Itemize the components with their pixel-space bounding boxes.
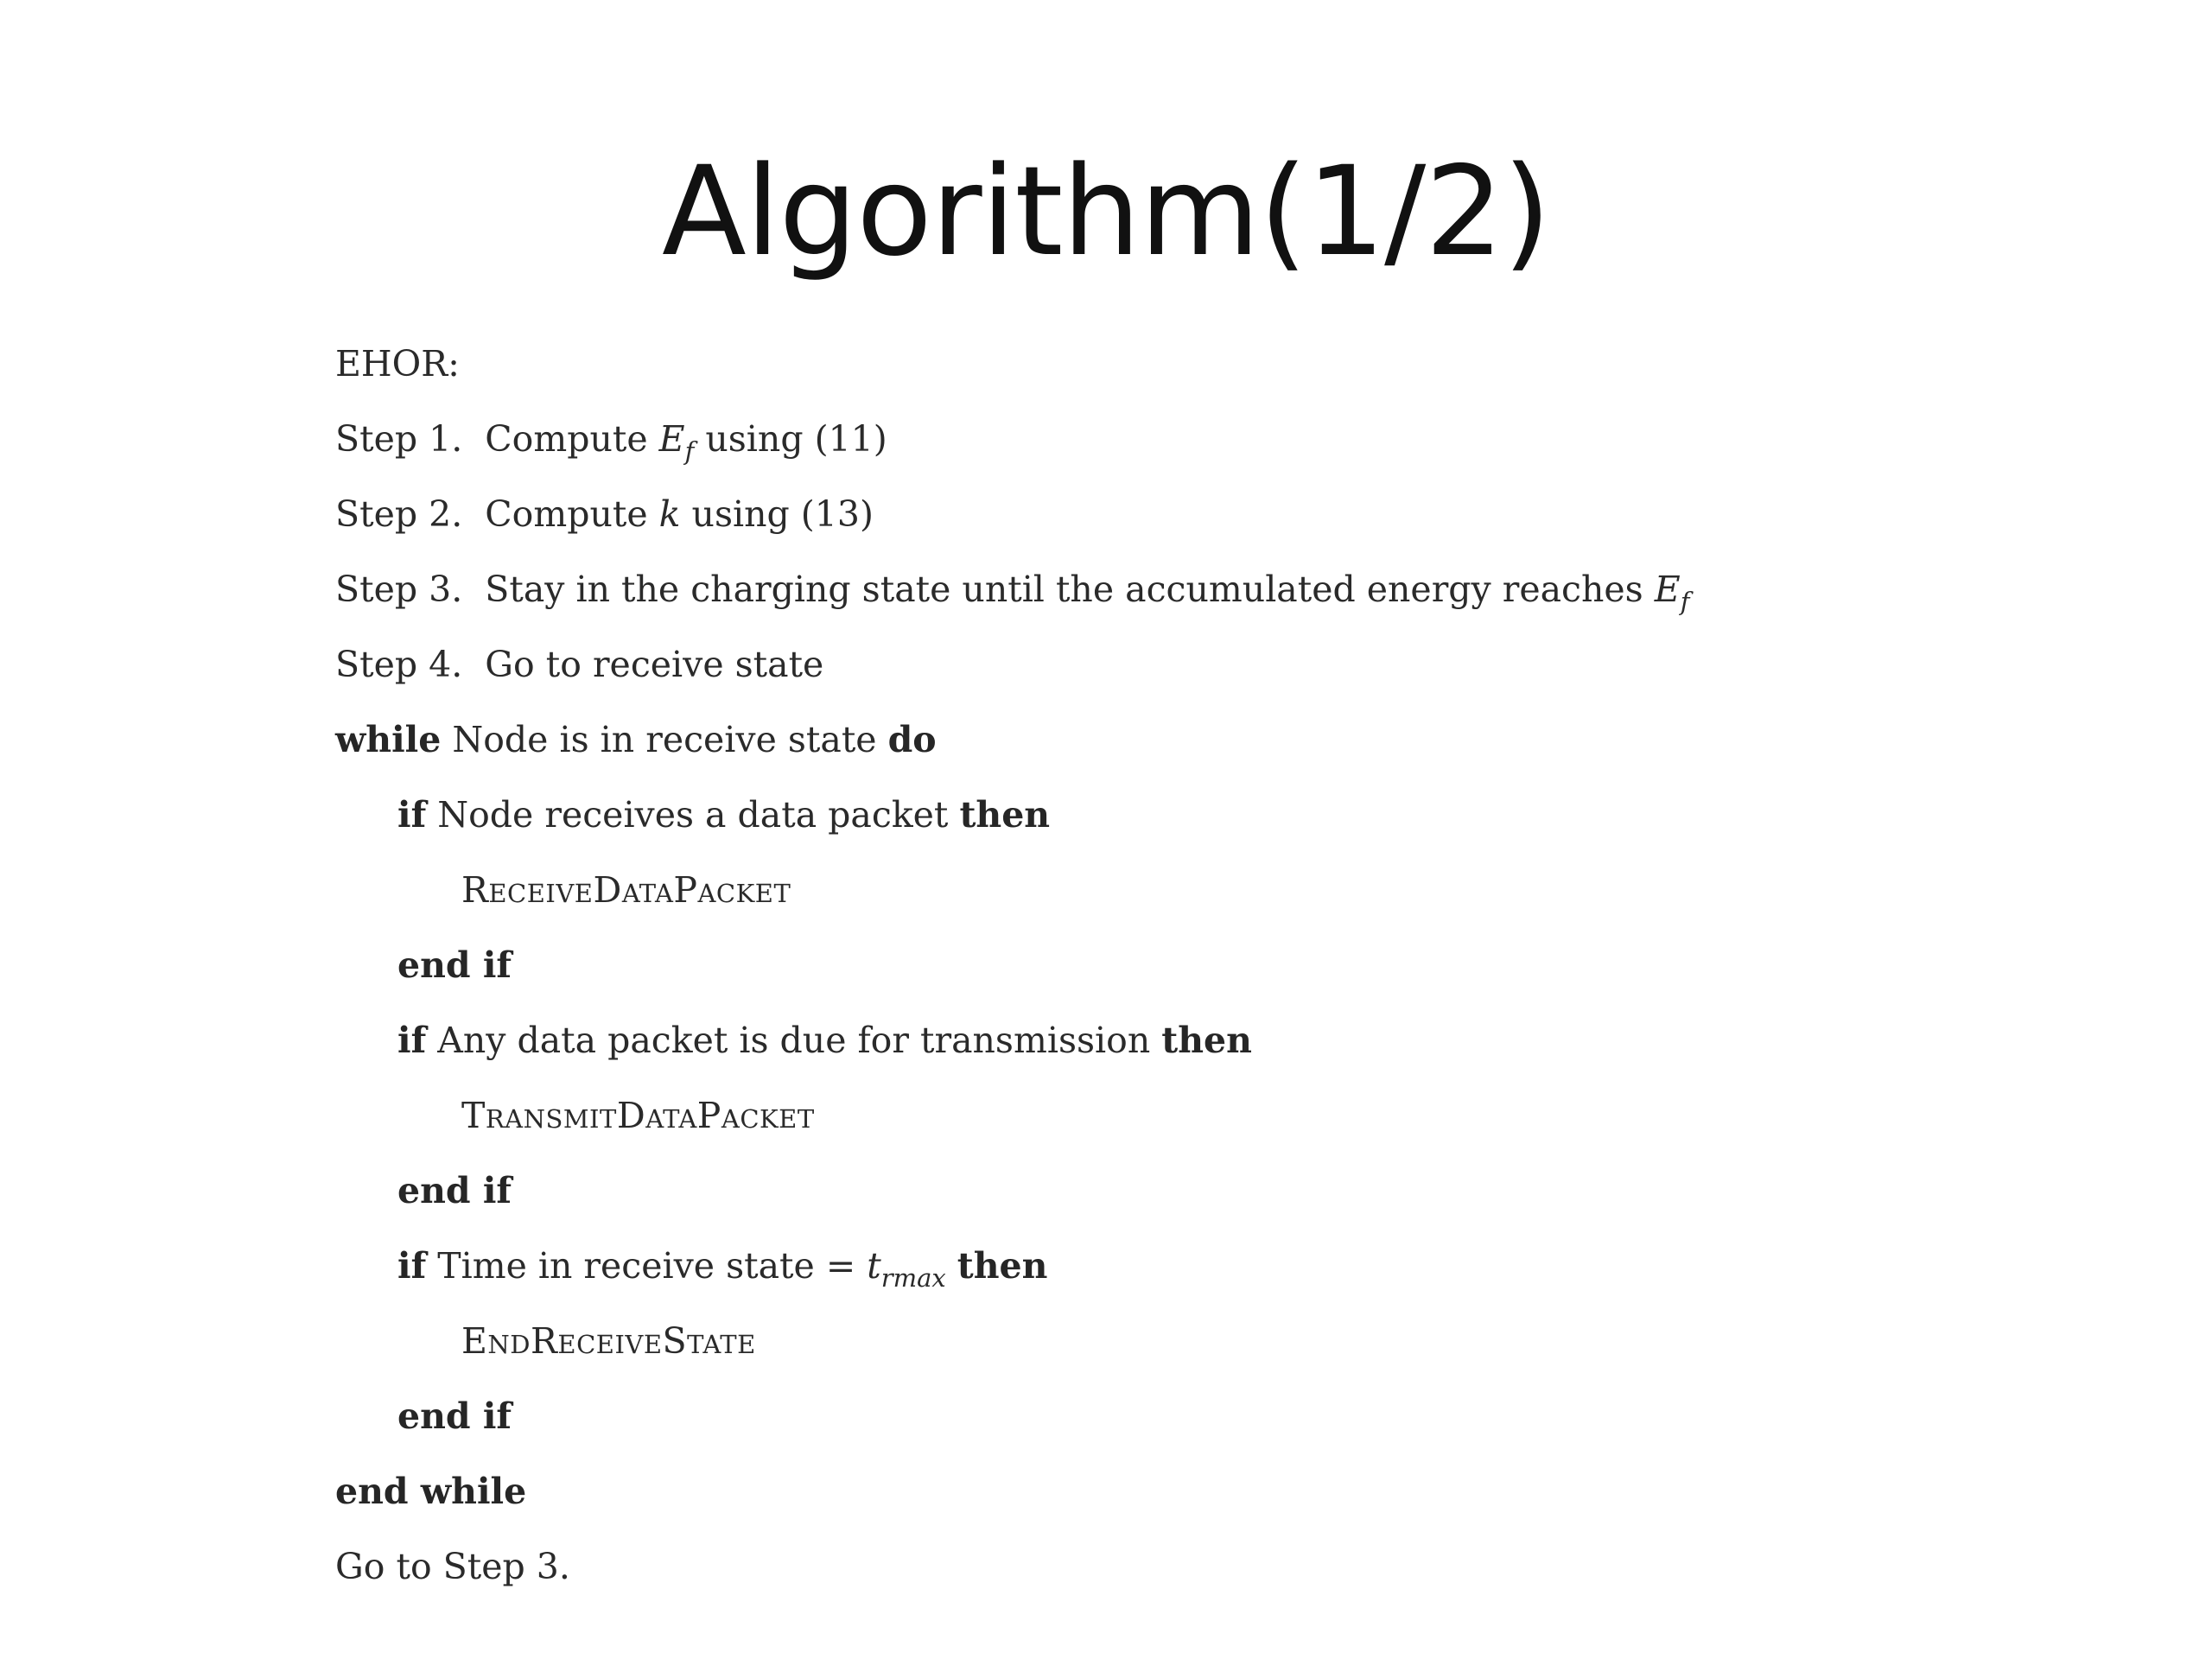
while-keyword: while bbox=[335, 719, 442, 760]
if-line-3 bbox=[335, 1229, 2063, 1304]
procedure-call: EndReceiveState bbox=[461, 1320, 756, 1362]
if-var-sub: rmax bbox=[880, 1263, 946, 1293]
step-2-var: k bbox=[658, 493, 681, 535]
goto-line bbox=[335, 1529, 2063, 1605]
algorithm-name bbox=[335, 327, 2063, 402]
procedure-call: TransmitDataPacket bbox=[461, 1095, 815, 1136]
step-3-sub: f bbox=[1680, 587, 1690, 616]
if-keyword: if bbox=[397, 794, 427, 836]
end-while-keyword: end while bbox=[335, 1471, 527, 1512]
step-2 bbox=[335, 477, 2063, 552]
step-4-text: Step 4. Go to receive state bbox=[335, 644, 824, 685]
call-line-1 bbox=[335, 853, 2063, 928]
if-keyword: if bbox=[397, 1020, 427, 1061]
if-condition: Time in receive state = bbox=[426, 1245, 868, 1287]
end-if-keyword: end if bbox=[397, 1395, 512, 1437]
step-1-suffix: using (11) bbox=[694, 418, 887, 460]
if-line-1 bbox=[335, 778, 2063, 853]
slide-title: Algorithm(1/2) bbox=[661, 139, 1551, 283]
if-condition: Node receives a data packet bbox=[426, 794, 960, 836]
endif-line-3 bbox=[335, 1379, 2063, 1454]
step-3-var: E bbox=[1654, 569, 1681, 610]
step-1 bbox=[335, 402, 2063, 477]
step-1-prefix: Step 1. Compute bbox=[335, 418, 659, 460]
call-line-2 bbox=[335, 1078, 2063, 1154]
step-3 bbox=[335, 552, 2063, 627]
spacer bbox=[946, 1245, 957, 1287]
step-3-prefix: Step 3. Stay in the charging state until the accumulated energy reaches bbox=[335, 569, 1655, 610]
step-2-suffix: using (13) bbox=[680, 493, 874, 535]
endif-line-1 bbox=[335, 928, 2063, 1003]
goto-text: Go to Step 3. bbox=[335, 1546, 570, 1587]
procedure-call: ReceiveDataPacket bbox=[461, 869, 791, 911]
then-keyword: then bbox=[1161, 1020, 1252, 1061]
while-condition: Node is in receive state bbox=[441, 719, 888, 760]
end-if-keyword: end if bbox=[397, 1170, 512, 1211]
step-1-sub: f bbox=[684, 436, 695, 466]
while-line bbox=[335, 702, 2063, 778]
step-4 bbox=[335, 627, 2063, 702]
if-var: t bbox=[867, 1245, 881, 1287]
then-keyword: then bbox=[957, 1245, 1048, 1287]
if-line-2 bbox=[335, 1003, 2063, 1078]
step-1-var: E bbox=[658, 418, 685, 460]
algorithm-block bbox=[335, 327, 2063, 1605]
then-keyword: then bbox=[959, 794, 1051, 836]
call-line-3 bbox=[335, 1304, 2063, 1379]
endif-line-2 bbox=[335, 1154, 2063, 1229]
step-2-prefix: Step 2. Compute bbox=[335, 493, 659, 535]
if-keyword: if bbox=[397, 1245, 427, 1287]
endwhile-line bbox=[335, 1454, 2063, 1529]
algorithm-name-text: EHOR: bbox=[335, 343, 460, 385]
if-condition: Any data packet is due for transmission bbox=[426, 1020, 1162, 1061]
end-if-keyword: end if bbox=[397, 944, 512, 986]
do-keyword: do bbox=[887, 719, 937, 760]
